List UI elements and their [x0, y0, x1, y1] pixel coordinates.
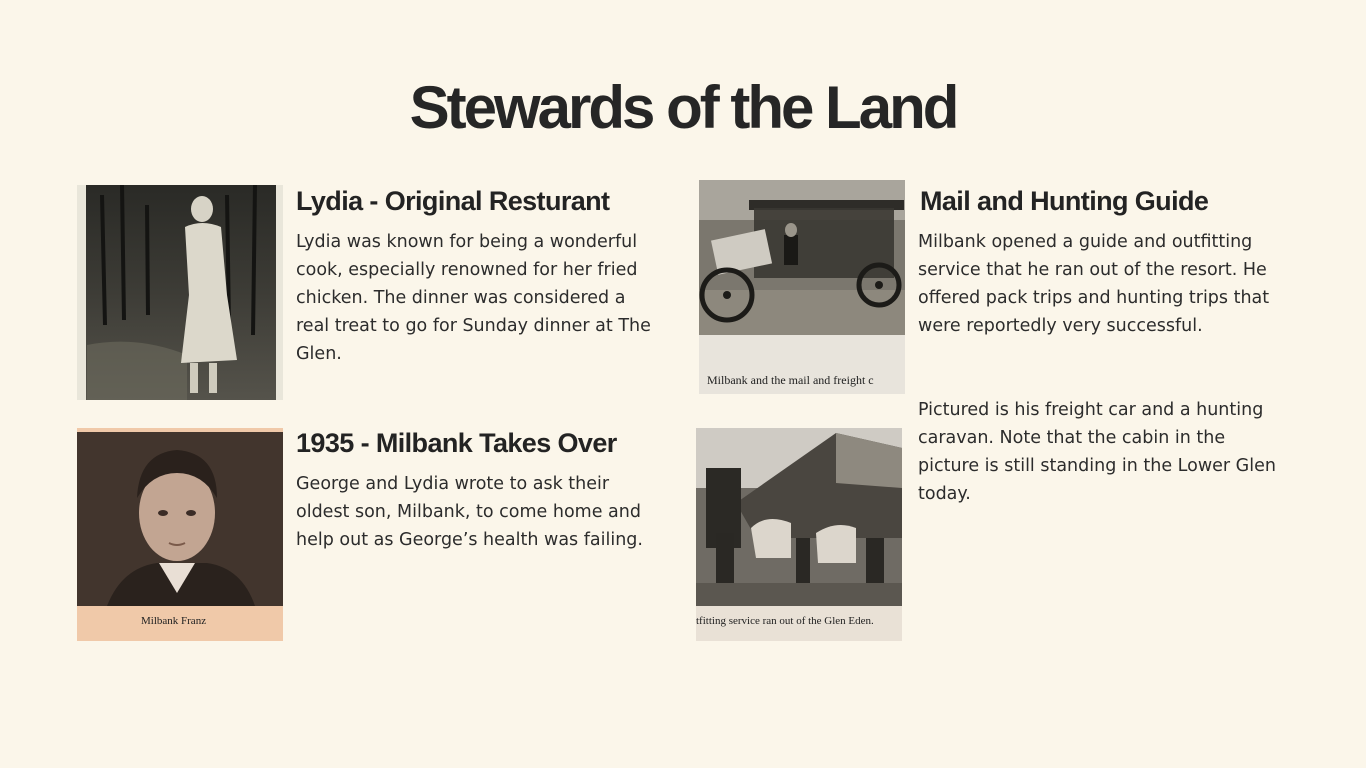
milbank-portrait-photo — [77, 428, 283, 641]
section-heading-milbank-takes-over: 1935 - Milbank Takes Over — [296, 428, 617, 458]
section-body-milbank-takes-over: George and Lydia wrote to ask their oldest son, Milbank, to come home and help out as George’s health was failing. — [296, 474, 643, 550]
section-body-mail-hunting: Milbank opened a guide and outfitting service that he ran out of the resort. He offered pack trips and hunting trips that were reportedly very successful. — [918, 232, 1270, 336]
lydia-photo — [77, 185, 283, 400]
page-title: Stewards of the Land — [409, 74, 957, 141]
section-heading-lydia: Lydia - Original Resturant — [296, 186, 610, 216]
hunting-caravan-photo — [696, 428, 902, 641]
milbank-portrait-caption: Milbank Franz — [141, 615, 207, 627]
hunting-caravan-caption: tfitting service ran out of the Glen Eden. — [696, 615, 874, 627]
section-body-lydia: Lydia was known for being a wonderful cook, especially renowned for her fried chicken. The dinner was considered a real treat to go for Sunday dinner at The Glen. — [296, 232, 651, 364]
section-body-mail-hunting-2: Pictured is his freight car and a hunting caravan. Note that the cabin in the picture is still standing in the Lower Glen today. — [918, 400, 1276, 504]
freight-car-caption: Milbank and the mail and freight c — [707, 373, 874, 387]
section-heading-mail-hunting: Mail and Hunting Guide — [920, 186, 1209, 216]
freight-car-photo — [699, 180, 905, 394]
